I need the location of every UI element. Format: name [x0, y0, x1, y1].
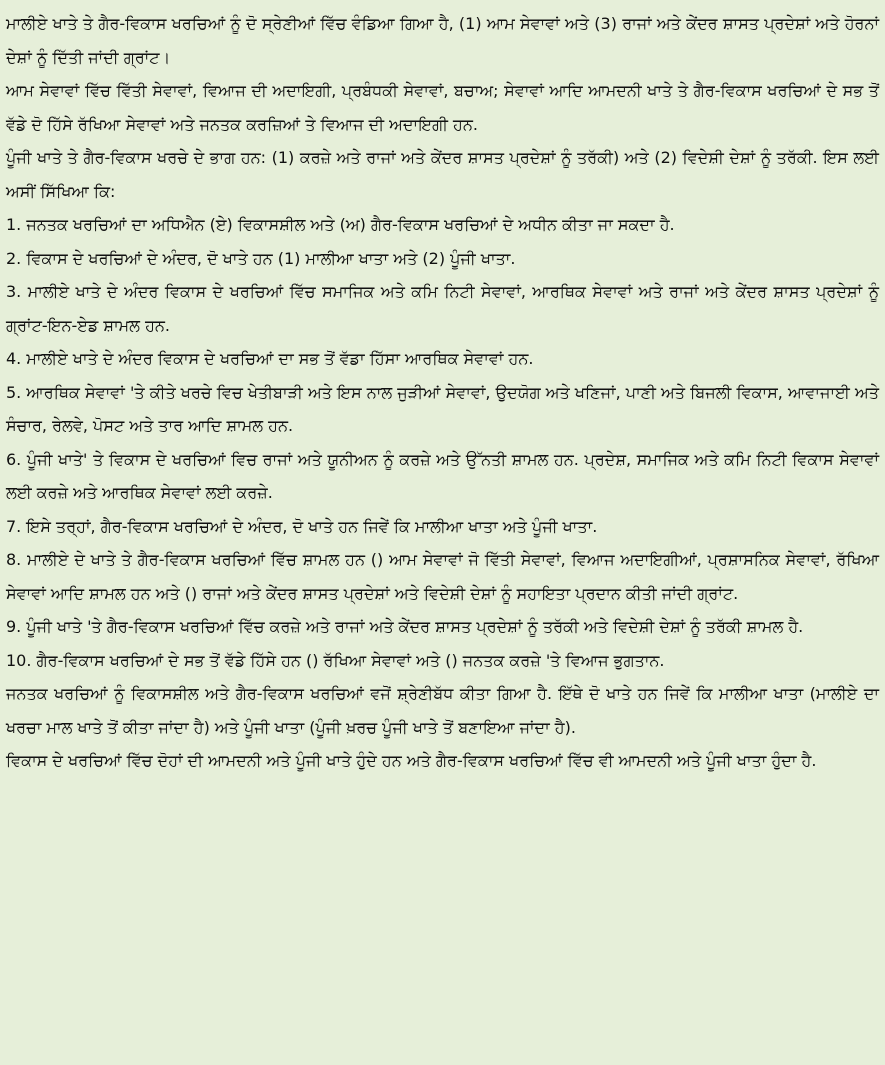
list-item-7: 7. ਇਸੇ ਤਰ੍ਹਾਂ, ਗੈਰ-ਵਿਕਾਸ ਖਰਚਿਆਂ ਦੇ ਅੰਦਰ, ਦੋ ਖਾਤੇ ਹਨ ਜਿਵੇਂ ਕਿ ਮਾਲੀਆ ਖਾਤਾ ਅਤੇ ਪੂੰਜੀ ਖਾਤਾ. — [6, 516, 598, 536]
list-item-9: 9. ਪੂੰਜੀ ਖਾਤੇ 'ਤੇ ਗੈਰ-ਵਿਕਾਸ ਖਰਚਿਆਂ ਵਿੱਚ ਕਰਜ਼ੇ ਅਤੇ ਰਾਜਾਂ ਅਤੇ ਕੇਂਦਰ ਸ਼ਾਸਤ ਪ੍ਰਦੇਸ਼ਾਂ ਨੂੰ ਤਰੱਕੀ ਅਤੇ ਵਿਦੇਸ਼ੀ ਦੇਸ਼ਾਂ ਨੂੰ ਤਰੱਕੀ ਸ਼ਾਮਲ ਹੈ. — [6, 617, 804, 636]
list-item-4: 4. ਮਾਲੀਏ ਖਾਤੇ ਦੇ ਅੰਦਰ ਵਿਕਾਸ ਦੇ ਖਰਚਿਆਂ ਦਾ ਸਭ ਤੋਂ ਵੱਡਾ ਹਿੱਸਾ ਆਰਥਿਕ ਸੇਵਾਵਾਂ ਹਨ. — [6, 349, 534, 368]
list-item-8: 8. ਮਾਲੀਏ ਦੇ ਖਾਤੇ ਤੇ ਗੈਰ-ਵਿਕਾਸ ਖਰਚਿਆਂ ਵਿੱਚ ਸ਼ਾਮਲ ਹਨ () ਆਮ ਸੇਵਾਵਾਂ ਜੋ ਵਿੱਤੀ ਸੇਵਾਵਾਂ, ਵਿਆਜ ਅਦਾਇਗੀਆਂ, ਪ੍ਰਸ਼ਾਸਨਿਕ ਸੇਵਾਵਾਂ, ਰੱਖਿਆ ਸੇਵਾਵਾਂ ਆਦਿ ਸ਼ਾਮਲ ਹਨ ਅਤੇ () ਰਾਜਾਂ ਅਤੇ ਕੇਂਦਰ ਸ਼ਾਸਤ ਪ੍ਰਦੇਸ਼ਾਂ ਅਤੇ ਵਿਦੇਸ਼ੀ ਦੇਸ਼ਾਂ ਨੂੰ ਸਹਾਇਤਾ ਪ੍ਰਦਾਨ ਕੀਤੀ ਜਾਂਦੀ ਗ੍ਰਾਂਟ. — [6, 550, 879, 603]
list-item-1: 1. ਜਨਤਕ ਖਰਚਿਆਂ ਦਾ ਅਧਿਐਨ (ਏ) ਵਿਕਾਸਸ਼ੀਲ ਅਤੇ (ਅ) ਗੈਰ-ਵਿਕਾਸ ਖਰਚਿਆਂ ਦੇ ਅਧੀਨ ਕੀਤਾ ਜਾ ਸਕਦਾ ਹੈ. — [6, 215, 675, 234]
list-item-3: 3. ਮਾਲੀਏ ਖਾਤੇ ਦੇ ਅੰਦਰ ਵਿਕਾਸ ਦੇ ਖਰਚਿਆਂ ਵਿੱਚ ਸਮਾਜਿਕ ਅਤੇ ਕਮਿ ਨਿਟੀ ਸੇਵਾਵਾਂ, ਆਰਥਿਕ ਸੇਵਾਵਾਂ ਅਤੇ ਰਾਜਾਂ ਅਤੇ ਕੇਂਦਰ ਸ਼ਾਸਤ ਪ੍ਰਦੇਸ਼ਾਂ ਨੂੰ ਗ੍ਰਾਂਟ-ਇਨ-ਏਡ ਸ਼ਾਮਲ ਹਨ. — [6, 282, 879, 335]
list-item-2: 2. ਵਿਕਾਸ ਦੇ ਖਰਚਿਆਂ ਦੇ ਅੰਦਰ, ਦੋ ਖਾਤੇ ਹਨ (1) ਮਾਲੀਆ ਖਾਤਾ ਅਤੇ (2) ਪੂੰਜੀ ਖਾਤਾ. — [6, 248, 516, 268]
intro-paragraph-general-services: ਆਮ ਸੇਵਾਵਾਂ ਵਿੱਚ ਵਿੱਤੀ ਸੇਵਾਵਾਂ, ਵਿਆਜ ਦੀ ਅਦਾਇਗੀ, ਪ੍ਰਬੰਧਕੀ ਸੇਵਾਵਾਂ, ਬਚਾਅ; ਸੇਵਾਵਾਂ ਆਦਿ ਆਮਦਨੀ ਖਾਤੇ ਤੇ ਗੈਰ-ਵਿਕਾਸ ਖਰਚਿਆਂ ਦੇ ਸਭ ਤੋਂ ਵੱਡੇ ਦੋ ਹਿੱਸੇ ਰੱਖਿਆ ਸੇਵਾਵਾਂ ਅਤੇ ਜਨਤਕ ਕਰਜ਼ਿਆਂ ਤੇ ਵਿਆਜ ਦੀ ਅਦਾਇਗੀ ਹਨ. — [6, 81, 879, 134]
intro-paragraph-capital-account: ਪੂੰਜੀ ਖਾਤੇ ਤੇ ਗੈਰ-ਵਿਕਾਸ ਖਰਚੇ ਦੇ ਭਾਗ ਹਨ: (1) ਕਰਜ਼ੇ ਅਤੇ ਰਾਜਾਂ ਅਤੇ ਕੇਂਦਰ ਸ਼ਾਸਤ ਪ੍ਰਦੇਸ਼ਾਂ ਨੂੰ ਤਰੱਕੀ) ਅਤੇ (2) ਵਿਦੇਸ਼ੀ ਦੇਸ਼ਾਂ ਨੂੰ ਤਰੱਕੀ. ਇਸ ਲਈ ਅਸੀਂ ਸਿੱਖਿਆ ਕਿ: — [6, 148, 879, 201]
summary-paragraph-classification: ਜਨਤਕ ਖਰਚਿਆਂ ਨੂੰ ਵਿਕਾਸਸ਼ੀਲ ਅਤੇ ਗੈਰ-ਵਿਕਾਸ ਖਰਚਿਆਂ ਵਜੋਂ ਸ਼੍ਰੇਣੀਬੱਧ ਕੀਤਾ ਗਿਆ ਹੈ. ਇੱਥੇ ਦੋ ਖਾਤੇ ਹਨ ਜਿਵੇਂ ਕਿ ਮਾਲੀਆ ਖਾਤਾ (ਮਾਲੀਏ ਦਾ ਖਰਚਾ ਮਾਲ ਖਾਤੇ ਤੋਂ ਕੀਤਾ ਜਾਂਦਾ ਹੈ) ਅਤੇ ਪੂੰਜੀ ਖਾਤਾ (ਪੂੰਜੀ ਖ਼ਰਚ ਪੂੰਜੀ ਖਾਤੇ ਤੋਂ ਬਣਾਇਆ ਜਾਂਦਾ ਹੈ). — [6, 684, 880, 737]
intro-paragraph-revenue-categories: ਮਾਲੀਏ ਖਾਤੇ ਤੇ ਗੈਰ-ਵਿਕਾਸ ਖਰਚਿਆਂ ਨੂੰ ਦੋ ਸ੍ਰੇਣੀਆਂ ਵਿੱਚ ਵੰਡਿਆ ਗਿਆ ਹੈ, (1) ਆਮ ਸੇਵਾਵਾਂ ਅਤੇ (3) ਰਾਜਾਂ ਅਤੇ ਕੇਂਦਰ ਸ਼ਾਸਤ ਪ੍ਰਦੇਸ਼ਾਂ ਅਤੇ ਹੋਰਨਾਂ ਦੇਸ਼ਾਂ ਨੂੰ ਦਿੱਤੀ ਜਾਂਦੀ ਗ੍ਰਾਂਟ। — [6, 14, 879, 67]
list-item-6: 6. ਪੂੰਜੀ ਖਾਤੇ' ਤੇ ਵਿਕਾਸ ਦੇ ਖਰਚਿਆਂ ਵਿਚ ਰਾਜਾਂ ਅਤੇ ਯੂਨੀਅਨ ਨੂੰ ਕਰਜ਼ੇ ਅਤੇ ਉੱਨਤੀ ਸ਼ਾਮਲ ਹਨ. ਪ੍ਰਦੇਸ਼, ਸਮਾਜਿਕ ਅਤੇ ਕਮਿ ਨਿਟੀ ਵਿਕਾਸ ਸੇਵਾਵਾਂ ਲਈ ਕਰਜ਼ੇ ਅਤੇ ਆਰਥਿਕ ਸੇਵਾਵਾਂ ਲਈ ਕਰਜ਼ੇ. — [6, 449, 879, 502]
list-item-10: 10. ਗੈਰ-ਵਿਕਾਸ ਖਰਚਿਆਂ ਦੇ ਸਭ ਤੋਂ ਵੱਡੇ ਹਿੱਸੇ ਹਨ () ਰੱਖਿਆ ਸੇਵਾਵਾਂ ਅਤੇ () ਜਨਤਕ ਕਰਜ਼ੇ 'ਤੇ ਵਿਆਜ ਭੁਗਤਾਨ. — [6, 650, 665, 670]
summary-paragraph-accounts: ਵਿਕਾਸ ਦੇ ਖਰਚਿਆਂ ਵਿੱਚ ਦੋਹਾਂ ਦੀ ਆਮਦਨੀ ਅਤੇ ਪੂੰਜੀ ਖਾਤੇ ਹੁੰਦੇ ਹਨ ਅਤੇ ਗੈਰ-ਵਿਕਾਸ ਖਰਚਿਆਂ ਵਿੱਚ ਵੀ ਆਮਦਨੀ ਅਤੇ ਪੂੰਜੀ ਖਾਤਾ ਹੁੰਦਾ ਹੈ. — [6, 751, 817, 770]
list-item-5: 5. ਆਰਥਿਕ ਸੇਵਾਵਾਂ 'ਤੇ ਕੀਤੇ ਖਰਚੇ ਵਿਚ ਖੇਤੀਬਾੜੀ ਅਤੇ ਇਸ ਨਾਲ ਜੁੜੀਆਂ ਸੇਵਾਵਾਂ, ਉਦਯੋਗ ਅਤੇ ਖਣਿਜਾਂ, ਪਾਣੀ ਅਤੇ ਬਿਜਲੀ ਵਿਕਾਸ, ਆਵਾਜਾਈ ਅਤੇ ਸੰਚਾਰ, ਰੇਲਵੇ, ਪੋਸਟ ਅਤੇ ਤਾਰ ਆਦਿ ਸ਼ਾਮਲ ਹਨ. — [6, 382, 879, 435]
